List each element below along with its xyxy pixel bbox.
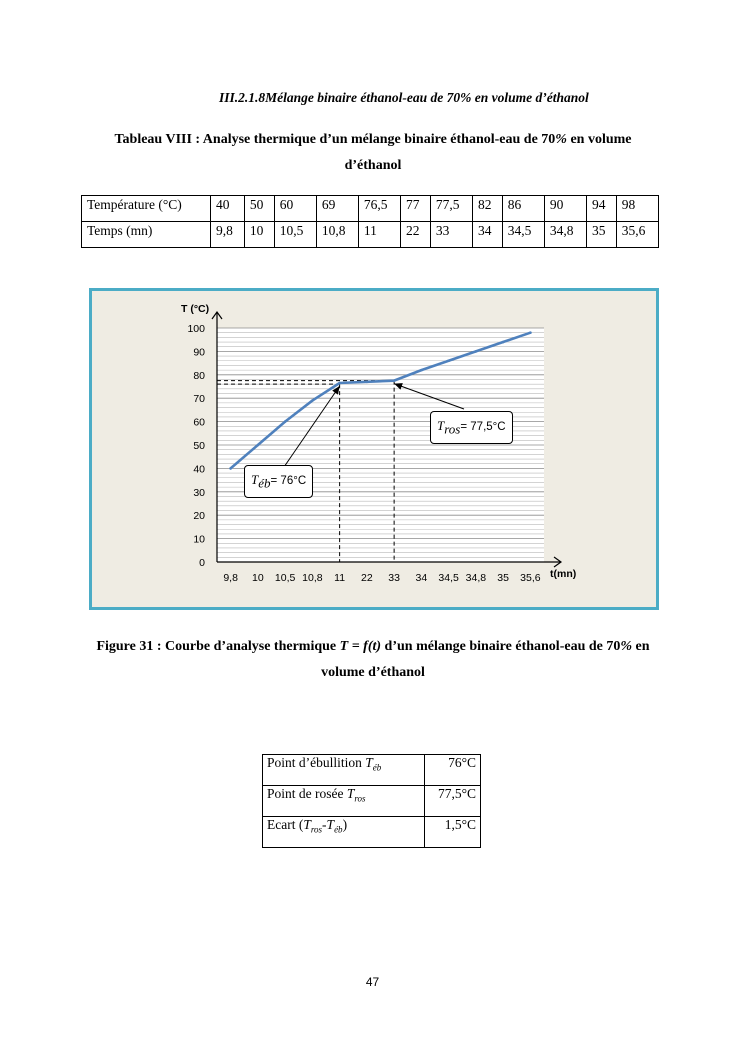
y-tick-label: 10 [193, 533, 205, 546]
table-cell: 34,5 [502, 222, 544, 248]
y-tick-label: 90 [193, 346, 205, 359]
x-tick-label: 11 [334, 572, 346, 584]
table-cell: 90 [544, 196, 586, 222]
data-point [420, 369, 423, 372]
table-row-header: Température (°C) [82, 196, 211, 222]
data-point [257, 444, 260, 447]
summary-label [263, 755, 425, 786]
table-cell: 77,5 [430, 196, 472, 222]
summary-subscript: ros [310, 824, 323, 835]
y-tick-label: 30 [193, 486, 205, 499]
data-point [393, 379, 396, 382]
summary-label-text: ) [342, 817, 348, 832]
summary-label-text: Ecart ( [267, 817, 304, 832]
figure-caption-suffix: en volume d’éthanol [321, 639, 650, 680]
summary-subscript: éb [334, 824, 343, 835]
thermal-analysis-chart [92, 291, 656, 607]
x-tick-label: 34,5 [438, 572, 459, 584]
table-row [263, 786, 481, 817]
summary-symbol: T [346, 786, 355, 801]
data-point [338, 382, 341, 385]
y-tick-label: 70 [193, 393, 205, 406]
table-caption [88, 127, 658, 179]
boiling-point-callout [244, 465, 313, 498]
data-point [447, 359, 450, 362]
data-point [475, 350, 478, 353]
summary-subscript: ros [354, 793, 366, 804]
table-row [263, 817, 481, 848]
x-tick-label: 22 [361, 572, 373, 584]
y-tick-label: 100 [187, 323, 205, 335]
table-cell: 86 [502, 196, 544, 222]
table-cell: 60 [274, 196, 316, 222]
data-point [311, 399, 314, 402]
data-table [81, 195, 659, 248]
table-cell: 35,6 [616, 222, 658, 248]
y-axis-label: T (°C) [181, 303, 210, 315]
dew-point-callout [430, 411, 513, 444]
figure-caption [88, 634, 658, 686]
figure-caption-prefix: Figure 31 : Courbe d’analyse thermique [96, 639, 340, 654]
figure-caption-percent: % [620, 639, 633, 654]
callout-symbol: T [437, 418, 445, 433]
table-row-header: Temps (mn) [82, 222, 211, 248]
callout-subscript: ros [444, 421, 461, 437]
y-tick-labels [187, 323, 205, 569]
table-cell: 40 [211, 196, 245, 222]
table-cell: 98 [616, 196, 658, 222]
data-point [529, 331, 532, 334]
x-tick-label: 9,8 [223, 572, 238, 584]
figure-caption-middle: d’un mélange binaire éthanol-eau de 70 [381, 639, 621, 654]
summary-label-text: Point de rosée [267, 786, 347, 801]
callout-text: = 77,5°C [460, 421, 506, 433]
summary-symbol: T [303, 817, 311, 832]
x-tick-labels [223, 572, 540, 584]
chart-frame [89, 288, 659, 610]
x-tick-label: 34,8 [465, 572, 487, 584]
x-tick-label: 33 [388, 572, 400, 584]
x-tick-label: 10 [252, 572, 264, 584]
table-row [82, 222, 659, 248]
table-cell: 76,5 [358, 196, 400, 222]
y-tick-label: 50 [193, 440, 205, 452]
table-cell: 10 [244, 222, 274, 248]
chart-grid [217, 328, 544, 562]
data-point [366, 381, 369, 384]
y-tick-label: 20 [193, 510, 205, 523]
x-tick-label: 10,5 [274, 572, 296, 584]
callout-text: = 76°C [270, 475, 307, 487]
table-cell: 94 [586, 196, 616, 222]
figure-caption-math: T = f(t) [339, 639, 382, 654]
x-tick-label: 10,8 [302, 572, 323, 584]
data-point [229, 467, 232, 470]
table-cell: 9,8 [211, 222, 245, 248]
data-point [284, 420, 287, 423]
y-tick-label: 60 [193, 416, 205, 429]
summary-value: 76°C [425, 755, 481, 786]
summary-value: 77,5°C [425, 786, 481, 817]
table-cell: 35 [586, 222, 616, 248]
summary-symbol: T [365, 755, 373, 770]
summary-value: 1,5°C [425, 817, 481, 848]
table-cell: 10,8 [316, 222, 358, 248]
summary-symbol: T [326, 817, 335, 832]
summary-label-text: Point d’ébullition [267, 755, 366, 770]
x-tick-label: 35,6 [520, 572, 541, 584]
y-tick-label: 80 [193, 369, 205, 382]
table-cell: 77 [401, 196, 431, 222]
table-cell: 34,8 [544, 222, 586, 248]
table-caption-suffix: en volume d’éthanol [344, 132, 632, 173]
table-cell: 33 [430, 222, 472, 248]
callout-subscript: éb [258, 475, 271, 491]
page-number: 47 [365, 975, 380, 989]
section-heading: III.2.1.8Mélange binaire éthanol-eau de 70% en volume d’éthanol [219, 90, 589, 105]
table-caption-percent: % [555, 132, 567, 147]
table-cell: 50 [244, 196, 274, 222]
table-caption-prefix: Tableau VIII : Analyse thermique d’un mélange binaire éthanol-eau de 70 [114, 132, 556, 147]
summary-dash: - [322, 817, 327, 832]
table-cell: 34 [472, 222, 502, 248]
callout-symbol: T [251, 472, 259, 487]
data-point [502, 341, 505, 344]
table-cell: 22 [401, 222, 431, 248]
y-tick-label: 40 [193, 463, 205, 476]
y-tick-label: 0 [199, 557, 205, 569]
summary-label [263, 817, 425, 848]
summary-subscript: éb [372, 762, 382, 773]
table-cell: 10,5 [274, 222, 316, 248]
x-tick-label: 34 [415, 572, 428, 584]
table-row [82, 196, 659, 222]
table-cell: 82 [472, 196, 502, 222]
summary-label [263, 786, 425, 817]
table-cell: 11 [358, 222, 400, 248]
table-cell: 69 [316, 196, 358, 222]
x-tick-label: 35 [497, 572, 509, 584]
summary-table [262, 754, 481, 848]
table-row [263, 755, 481, 786]
x-axis-label: t(mn) [550, 568, 577, 580]
